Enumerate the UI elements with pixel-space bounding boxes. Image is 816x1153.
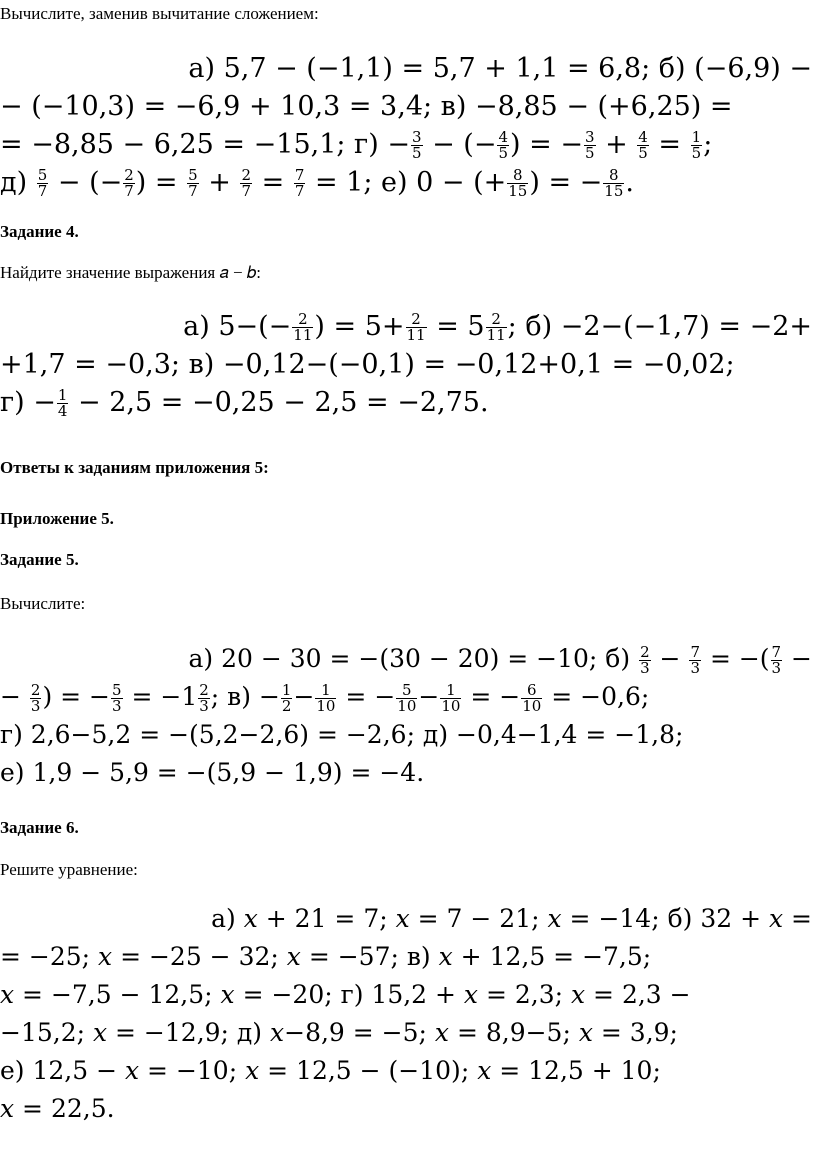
math-line: −15,2; x = −12,9; д) x−8,9 = −5; x = 8,9−5; x = 3,9;: [0, 1018, 678, 1047]
fraction: $\frac{2}{7}$: [124, 166, 134, 200]
fraction: $\frac{5}{7}$: [37, 166, 48, 200]
task6-heading: Задание 6.: [0, 818, 79, 837]
fraction: $\frac{2}{3}$: [30, 681, 41, 715]
fraction: $\frac{4}{5}$: [498, 128, 508, 162]
fraction: $\frac{1}{4}$: [57, 386, 68, 420]
task4-heading: Задание 4.: [0, 222, 79, 241]
fraction: $\frac{2}{11}$: [293, 310, 313, 344]
task5-solution: [0, 640, 816, 792]
fraction: $\frac{7}{7}$: [294, 166, 305, 200]
task5-heading: Задание 5.: [0, 550, 79, 569]
fraction: $\frac{4}{5}$: [638, 128, 648, 162]
fraction: $\frac{2}{7}$: [241, 166, 252, 200]
fraction: $\frac{1}{5}$: [691, 128, 702, 162]
fraction: $\frac{2}{11}$: [486, 310, 506, 344]
math-line: г) 2,6−5,2 = −(5,2−2,6) = −2,6; д) −0,4−1,4 = −1,8;: [0, 720, 684, 749]
fraction: $\frac{1}{10}$: [441, 681, 461, 715]
fraction: $\frac{1}{10}$: [316, 681, 336, 715]
math-line: а) 20 − 30 = −(30 − 20) = −10; б) $\frac{2}{3}$ − $\frac{7}{3}$ = −( $\frac{7}{3}$ −: [188, 643, 812, 677]
math-line: е) 1,9 − 5,9 = −(5,9 − 1,9) = −4.: [0, 758, 425, 787]
task4-prompt: Найдите значение выражения 𝑎 − 𝑏:: [0, 263, 262, 282]
fraction: $\frac{7}{3}$: [690, 643, 700, 677]
fraction: $\frac{2}{11}$: [406, 310, 426, 344]
task3-solution: [0, 50, 816, 202]
fraction: $\frac{5}{7}$: [188, 166, 198, 200]
fraction: $\frac{5}{10}$: [397, 681, 417, 715]
math-line: = −8,85 − 6,25 = −15,1; г) − $\frac{3}{5}$ − (− $\frac{4}{5}$ ) = − $\frac{3}{5}$ + $\frac{4}{5}$ = $\frac{1}{5}$ ;: [0, 128, 713, 162]
math-line: г) − $\frac{1}{4}$ − 2,5 = −0,25 − 2,5 = −2,75.: [0, 386, 489, 420]
math-line: = −25; x = −25 − 32; x = −57; в) x + 12,5 = −7,5;: [0, 942, 652, 971]
task4-solution: [0, 308, 816, 422]
fraction: $\frac{1}{2}$: [281, 681, 292, 715]
fraction: $\frac{2}{3}$: [640, 643, 650, 677]
fraction: $\frac{8}{15}$: [508, 166, 528, 200]
math-line: д) $\frac{5}{7}$ − (− $\frac{2}{7}$ ) = $\frac{5}{7}$ + $\frac{2}{7}$ = $\frac{7}{7}$ = 1; е) 0 − (+ $\frac{8}{15}$ ) = − $\frac{8}{15}$ .: [0, 166, 634, 200]
appendix-heading: Приложение 5.: [0, 509, 114, 528]
fraction: $\frac{3}{5}$: [411, 128, 422, 162]
math-line: а) x + 21 = 7; x = 7 − 21; x = −14; б) 32 + x =: [211, 904, 812, 933]
fraction: $\frac{8}{15}$: [604, 166, 624, 200]
fraction: $\frac{2}{3}$: [199, 681, 209, 715]
task5-prompt: Вычислите:: [0, 594, 86, 613]
fraction: $\frac{5}{3}$: [112, 681, 122, 715]
math-line: − $\frac{2}{3}$ ) = − $\frac{5}{3}$ = −1 $\frac{2}{3}$ ; в) − $\frac{1}{2}$ − $\frac{1}{10}$ = − $\frac{5}{10}$ − $\frac{1}{10}$ = − $\frac{6}{10}$ = −0,6;: [0, 681, 650, 715]
math-line: +1,7 = −0,3; в) −0,12−(−0,1) = −0,12+0,1 = −0,02;: [0, 349, 735, 380]
answers-heading: Ответы к заданиям приложения 5:: [0, 458, 269, 477]
intro-text: Вычислите, заменив вычитание сложением:: [0, 4, 319, 23]
task6-prompt: Решите уравнение:: [0, 860, 138, 879]
math-line: а) 5,7 − (−1,1) = 5,7 + 1,1 = 6,8; б) (−6,9) −: [188, 53, 812, 84]
math-line: а) 5−(− $\frac{2}{11}$ ) = 5+ $\frac{2}{11}$ = 5 $\frac{2}{11}$ ; б) −2−(−1,7) = −2+: [183, 310, 812, 344]
math-line: x = −7,5 − 12,5; x = −20; г) 15,2 + x = 2,3; x = 2,3 −: [0, 980, 691, 1009]
math-line: x = 22,5.: [0, 1094, 115, 1123]
fraction: $\frac{3}{5}$: [584, 128, 595, 162]
task6-solution: [0, 900, 816, 1128]
fraction: $\frac{7}{3}$: [771, 643, 782, 677]
fraction: $\frac{6}{10}$: [522, 681, 542, 715]
math-line: − (−10,3) = −6,9 + 10,3 = 3,4; в) −8,85 − (+6,25) =: [0, 91, 733, 122]
math-line: е) 12,5 − x = −10; x = 12,5 − (−10); x = 12,5 + 10;: [0, 1056, 661, 1085]
